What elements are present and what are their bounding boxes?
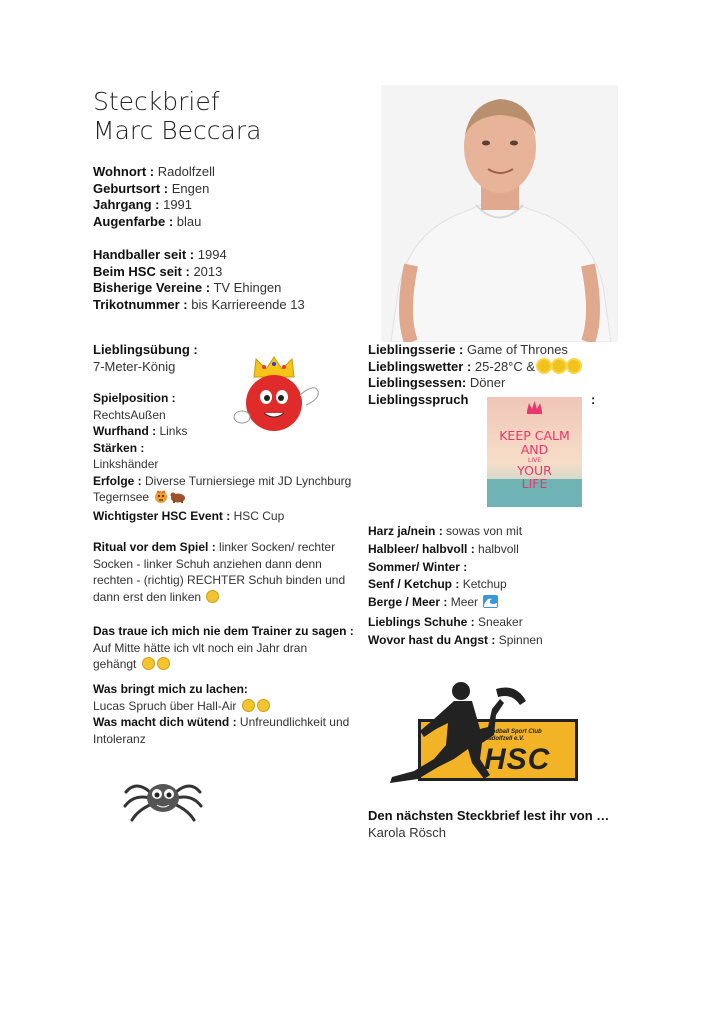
poster-line-2: AND [520, 442, 549, 457]
spielposition-label: Spielposition : [93, 391, 176, 405]
page-title [93, 87, 261, 145]
trikotnummer-label: Trikotnummer : [93, 296, 188, 312]
wohnort-value: Radolfzell [157, 164, 215, 179]
wuetend-value-1: Unfreundlichkeit und [239, 715, 350, 729]
portrait-photo [381, 85, 618, 342]
spider-icon [122, 770, 204, 824]
uebung-value: 7-Meter-König [93, 358, 176, 374]
angst-value: Spinnen [498, 632, 543, 647]
berge-meer-value: Meer [450, 595, 479, 610]
ritual-value-2: Socken - linker Schuh anziehen dann denn [93, 556, 322, 571]
trainer-label: Das traue ich mich nie dem Trainer zu sagen : [93, 624, 354, 638]
sun-icon-2 [553, 360, 565, 372]
smile-face-icon [157, 657, 170, 670]
spruch-colon [591, 392, 595, 409]
ritual-block [93, 539, 363, 605]
logo-text-line-2: Radolfzell e.V. [484, 736, 525, 742]
trikotnummer-value: bis Karriereende 13 [191, 296, 305, 312]
keep-calm-poster [487, 397, 582, 507]
handballer-seit-value: 1994 [197, 247, 227, 262]
jahrgang-label: Jahrgang : [93, 197, 160, 212]
face-icon-2 [242, 699, 255, 712]
halbvoll-label: Halbleer/ halbvoll : [368, 541, 475, 556]
vereine-value: TV Ehingen [213, 280, 282, 295]
jahrgang-value: 1991 [163, 197, 193, 212]
sommer-winter-label: Sommer/ Winter : [368, 559, 468, 574]
wuetend-label: Was macht dich wütend : [93, 715, 237, 729]
wuetend-value-2: Intoleranz [93, 731, 146, 746]
spruch-colon-text: : [591, 392, 596, 407]
trikotnummer-row [93, 297, 305, 314]
wohnort-row [93, 164, 215, 181]
vereine-row [93, 280, 305, 297]
trainer-value-1: Auf Mitte hätte ich vlt noch ein Jahr dran [93, 640, 308, 655]
tiger-icon [154, 490, 168, 508]
handballer-seit-row [93, 247, 305, 264]
halbvoll-value: halbvoll [478, 541, 519, 556]
berge-meer-label: Berge / Meer : [368, 595, 448, 610]
erfolge-label: Erfolge : [93, 473, 142, 488]
lachen-block [93, 681, 363, 747]
erfolge-value-2: Tegernsee [93, 490, 150, 504]
thinking-face-icon [206, 590, 219, 603]
poster-line-4: YOUR [517, 463, 552, 478]
lachen-label: Was bringt mich zu lachen: [93, 682, 248, 696]
augenfarbe-value: blau [176, 213, 202, 229]
essen-label: Lieblingsessen: [368, 375, 467, 390]
vereine-label: Bisherige Vereine : [93, 280, 211, 295]
hsc-seit-value: 2013 [193, 263, 223, 279]
logo-name: HSC [484, 743, 551, 776]
sun-icon-3 [568, 360, 580, 372]
augenfarbe-row [93, 214, 215, 231]
ritual-value-3: rechten - (richtig) RECHTER Schuh binden und [93, 573, 346, 587]
title-line-1: Steckbrief [93, 87, 220, 116]
wetter-value: 25-28°C & [474, 358, 536, 374]
event-label: Wichtigster HSC Event : [93, 508, 231, 523]
harz-value: sowas von mit [446, 524, 523, 538]
hsc-seit-row [93, 264, 305, 281]
event-value: HSC Cup [233, 508, 285, 523]
spielposition-value: RechtsAußen [93, 407, 166, 422]
schuhe-value: Sneaker [478, 614, 523, 629]
geburtsort-value: Engen [171, 180, 210, 196]
jahrgang-row [93, 197, 215, 214]
spruch-label: Lieblingsspruch [368, 391, 469, 407]
serie-value: Game of Thrones [467, 342, 568, 357]
hsc-logo [388, 679, 578, 791]
erfolge-value: Diverse Turniersiege mit JD Lynchburg [145, 473, 352, 488]
angst-label: Wovor hast du Angst : [368, 632, 496, 647]
staerken-label: Stärken : [93, 440, 145, 455]
schuhe-label: Lieblings Schuhe : [368, 614, 475, 629]
ritual-value-4: dann erst den linken [93, 589, 202, 604]
wurfhand-value: Links [159, 424, 188, 438]
face-icon [142, 657, 155, 670]
logo-text-line-1: Handball Sport Club [484, 729, 542, 735]
next-value: Karola Rösch [368, 824, 447, 840]
wohnort-label: Wohnort : [93, 164, 155, 179]
hsc-seit-label: Beim HSC seit : [93, 263, 190, 279]
senf-ketchup-label: Senf / Ketchup : [368, 577, 460, 592]
wave-icon [483, 595, 498, 614]
handball-info [93, 247, 305, 313]
harz-label: Harz ja/nein : [368, 524, 443, 538]
sun-icon [538, 360, 550, 372]
ritual-value-1: linker Socken/ rechter [219, 540, 336, 554]
title-line-2: Marc Beccara [93, 116, 262, 145]
staerken-value: Linkshänder [93, 457, 159, 471]
geburtsort-row [93, 181, 215, 198]
smile-face-icon-2 [257, 699, 270, 712]
next-label: Den nächsten Steckbrief lest ihr von … [368, 808, 610, 823]
wetter-label: Lieblingswetter : [368, 358, 472, 374]
lachen-value: Lucas Spruch über Hall-Air [93, 698, 237, 713]
serie-label: Lieblingsserie : [368, 342, 464, 357]
poster-line-3: LIVE [527, 457, 541, 464]
spiel-block [93, 390, 363, 524]
essen-value: Döner [469, 375, 506, 390]
uebung-label: Lieblingsübung : [93, 342, 198, 357]
next-block [368, 808, 609, 841]
poster-line-5: LIFE [521, 476, 548, 491]
bear-icon [170, 491, 186, 508]
uebung-block [93, 342, 198, 375]
poster-line-1: KEEP CALM [499, 428, 570, 443]
geburtsort-label: Geburtsort : [93, 180, 169, 196]
ritual-label: Ritual vor dem Spiel : [93, 540, 216, 554]
augenfarbe-label: Augenfarbe : [93, 213, 174, 229]
senf-ketchup-value: Ketchup [462, 577, 507, 592]
personal-info [93, 164, 215, 230]
handballer-seit-label: Handballer seit : [93, 247, 195, 262]
trainer-block [93, 623, 363, 673]
wurfhand-label: Wurfhand : [93, 424, 157, 438]
qa-block [368, 523, 628, 650]
trainer-value-2: gehängt [93, 657, 137, 671]
